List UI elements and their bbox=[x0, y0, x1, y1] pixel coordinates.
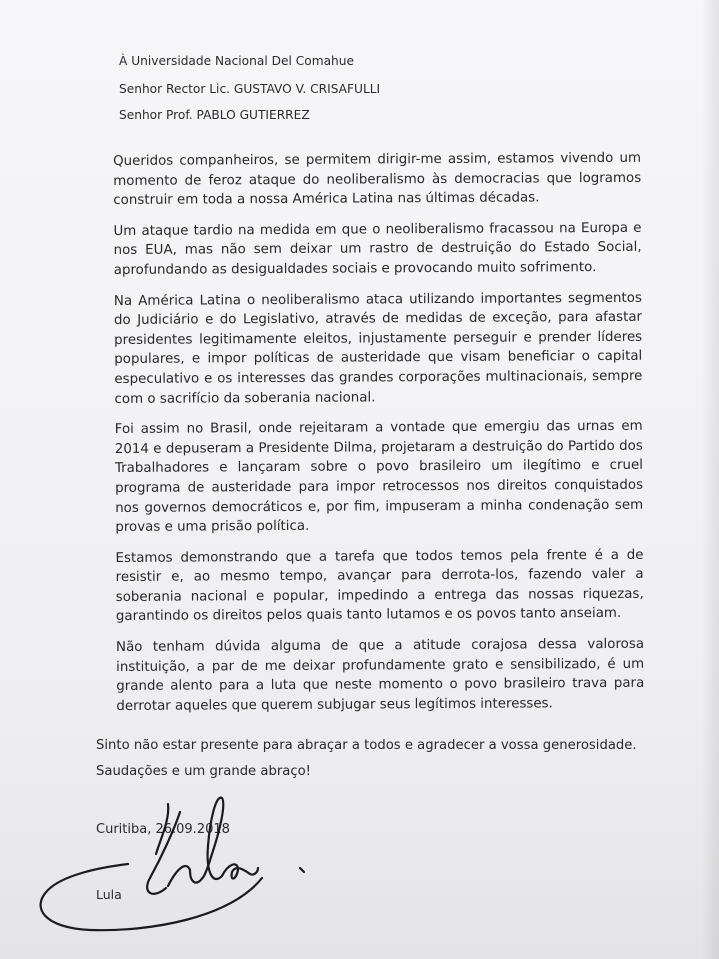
page-edge-shadow bbox=[701, 0, 719, 959]
paragraph: Na América Latina o neoliberalismo ataca utilizando importantes segmentos do Judiciário e do Legislativo, através de medidas de exceção, para afastar presidentes legitimamente eleitos, injustamente perseguir e prender líderes populares, e impor políticas de austeridade que visam beneficiar o capital especulativo e os interesses das grandes corporações multinacionais, sempre com o sacrifício da soberania nacional. bbox=[113, 290, 643, 407]
handwritten-signature bbox=[0, 790, 330, 940]
paragraph: Não tenham dúvida alguma de que a atitude corajosa dessa valorosa instituição, a par de me deixar profundamente grato e sensibilizado, é um grande alento para a luta que neste momento o povo brasileiro trava para derrotar aqueles que querem subjugar seus legítimos interesses. bbox=[115, 636, 645, 714]
paragraph: Queridos companheiros, se permitem dirigir-me assim, estamos vivendo um momento de feroz ataque do neoliberalismo às democracias que logramos construir em toda a nossa América Latina nas últimas décadas. bbox=[113, 150, 642, 209]
place-date: Curitiba, 26.09.2018 bbox=[96, 822, 230, 837]
paragraph: Um ataque tardio na medida em que o neoliberalismo fracassou na Europa e nos EUA, mas não sem deixar um rastro de destruição do Estado Social, aprofundando as desigualdades sociais e provocando muito sofrimento. bbox=[113, 220, 642, 278]
recipient-professor: Senhor Prof. PABLO GUTIERREZ bbox=[119, 108, 310, 122]
signer-name: Lula bbox=[96, 887, 122, 902]
paragraph: Foi assim no Brasil, onde rejeitaram a vontade que emergiu das urnas em 2014 e depuseram a Presidente Dilma, projetaram a destruição do Partido dos Trabalhadores e lançaram sobre o povo brasileiro um ilegítimo e cruel programa de austeridade para impor retrocessos nos direitos conquistados nos governos democráticos e, por fim, impuseram a minha condenação sem provas e uma prisão política. bbox=[114, 418, 644, 536]
paragraph: Estamos demonstrando que a tarefa que todos temos pela frente é a de resistir e, ao mesmo tempo, avançar para derrota-los, fazendo valer a soberania nacional e popular, impedindo a entrega das nossas riquezas, garantindo os direitos pelos quais tanto lutamos e os povos tanto anseiam. bbox=[115, 547, 644, 625]
recipient-institution: À Universidade Nacional Del Comahue bbox=[119, 54, 354, 68]
letter-body bbox=[113, 149, 645, 728]
greeting-line: Saudações e um grande abraço! bbox=[96, 764, 311, 779]
recipient-rector: Senhor Rector Lic. GUSTAVO V. CRISAFULLI bbox=[119, 82, 381, 96]
closing-line: Sinto não estar presente para abraçar a todos e agradecer a vossa generosidade. bbox=[96, 738, 637, 753]
